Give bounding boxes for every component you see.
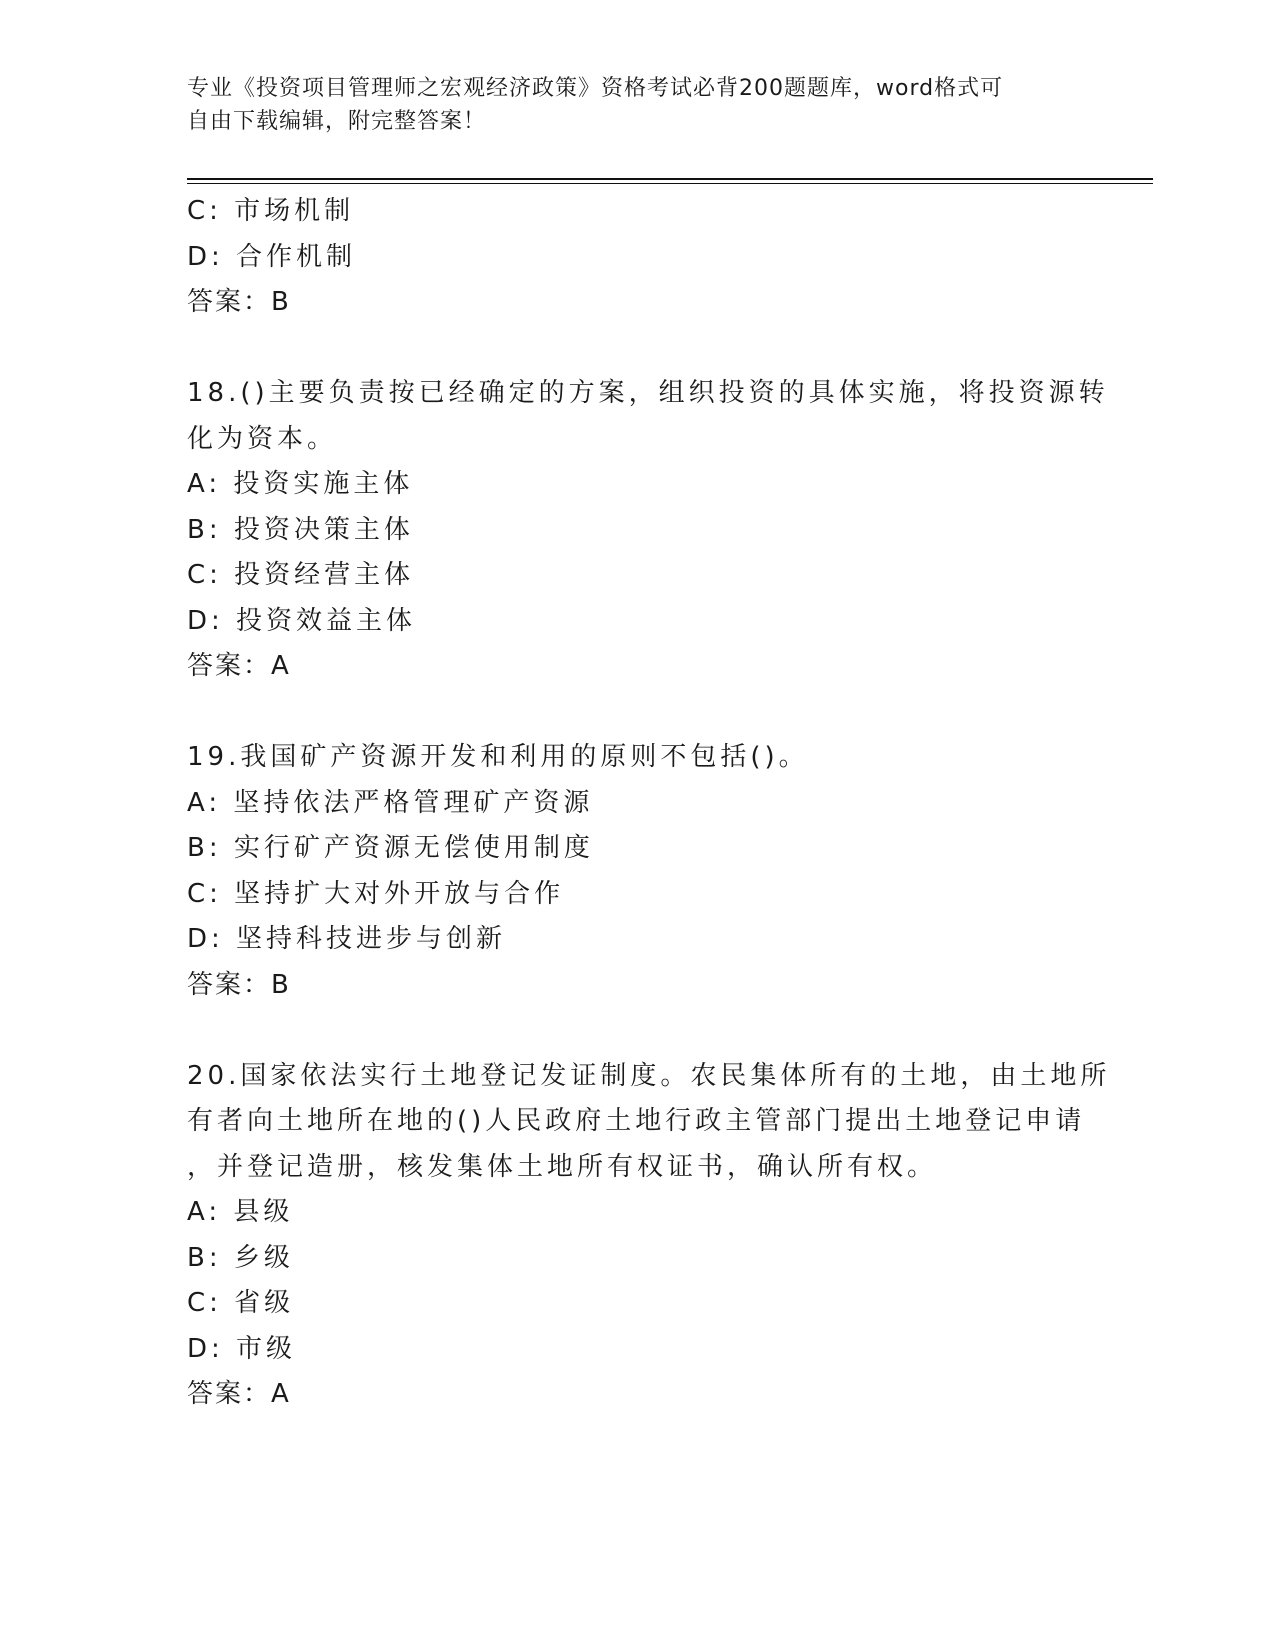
document-header	[187, 72, 1087, 138]
answer-line: 答案：A	[187, 1379, 291, 1409]
header-divider-thick	[187, 178, 1153, 180]
option-a: A: 投资实施主体	[187, 469, 414, 499]
question-19	[187, 735, 1087, 1008]
question-stem-line: 20.国家依法实行土地登记发证制度。农民集体所有的土地，由土地所	[187, 1060, 1111, 1091]
option-c: C: 投资经营主体	[187, 560, 415, 590]
question-stem-line: 化为资本。	[187, 423, 338, 454]
answer-line: 答案：B	[187, 969, 291, 1000]
option-d: D: 投资效益主体	[187, 605, 417, 636]
header-line-2: 自由下载编辑，附完整答案！	[187, 109, 487, 134]
spacer	[187, 326, 1087, 372]
question-18	[187, 371, 1109, 690]
question-content	[187, 189, 1111, 1418]
question-stem-line: 有者向土地所在地的()人民政府土地行政主管部门提出土地登记申请	[187, 1106, 1086, 1136]
option-d: D: 坚持科技进步与创新	[187, 924, 507, 954]
question-20	[187, 1054, 1111, 1418]
option-c: C: 坚持扩大对外开放与合作	[187, 878, 565, 909]
answer-line: 答案：A	[187, 651, 291, 681]
spacer	[187, 690, 1087, 736]
answer-line: 答案：B	[187, 287, 291, 317]
option-d: D: 市级	[187, 1333, 297, 1364]
header-line-1: 专业《投资项目管理师之宏观经济政策》资格考试必背200题题库，word格式可	[187, 76, 1004, 101]
question-stem-line: 19.我国矿产资源开发和利用的原则不包括()。	[187, 742, 809, 772]
option-a: A: 县级	[187, 1197, 294, 1227]
option-b: B: 实行矿产资源无偿使用制度	[187, 833, 594, 863]
spacer	[187, 1008, 1087, 1054]
question-stem-line: 18.()主要负责按已经确定的方案，组织投资的具体实施，将投资源转	[187, 378, 1109, 408]
header-divider-thin	[187, 183, 1153, 184]
question-stem-line: ，并登记造册，核发集体土地所有权证书，确认所有权。	[187, 1151, 938, 1182]
option-b: B: 投资决策主体	[187, 514, 414, 545]
option-c: C: 省级	[187, 1288, 295, 1318]
option-a: A: 坚持依法严格管理矿产资源	[187, 787, 594, 818]
option-d: D: 合作机制	[187, 241, 357, 272]
carryover-block	[187, 189, 1087, 326]
option-b: B: 乡级	[187, 1242, 294, 1273]
option-c: C: 市场机制	[187, 196, 355, 226]
